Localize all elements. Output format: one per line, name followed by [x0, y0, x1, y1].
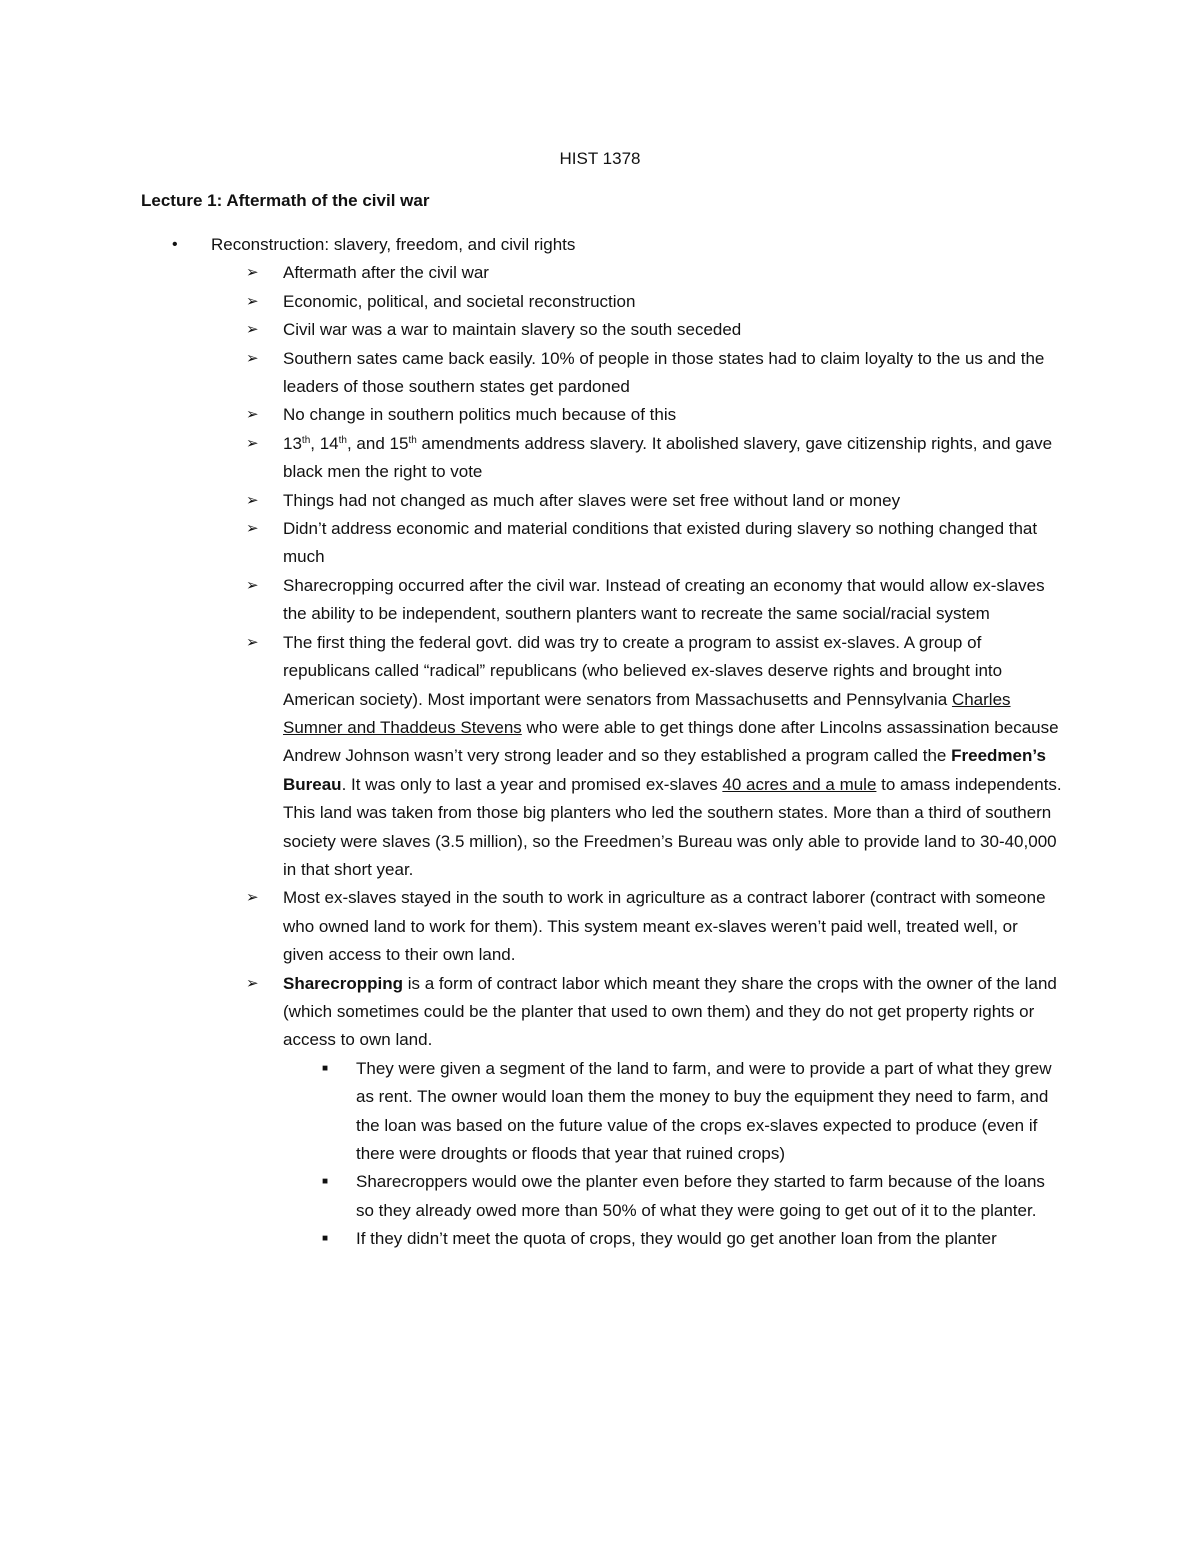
outline-point-sharecropping: [0, 970, 1063, 1055]
point-text: . It was only to last a year and promised ex-slaves: [341, 774, 723, 794]
arrow-bullet-icon: ➢: [246, 406, 259, 424]
point-text: Aftermath after the civil war: [283, 263, 489, 283]
outline-point: [0, 572, 1063, 629]
outline-point-amendments: [0, 430, 1063, 487]
subpoint-text: They were given a segment of the land to farm, and were to provide a part of what they grew as rent. The owner would loan them the money to buy the equipment they need to farm, and the loan was based on the future value of the crops ex-slaves expected to produce (even if there were droughts or floods that year that ruined crops): [356, 1058, 1052, 1163]
outline-point: [0, 884, 1063, 969]
outline-subpoint: [0, 1225, 1056, 1253]
point-text: The first thing the federal govt. did was try to create a program to assist ex-slaves. A group of republicans called “radical” republicans (who believed ex-slaves deserve rights and brought into American society). Most important were senators from Massachusetts and Pennsylvania: [283, 632, 1003, 709]
point-text: to amass independents. This land was taken from those big planters who led the southern states. More than a third of southern society were slaves (3.5 million), so the Freedmen’s Bureau was only able to provide land to 30-40,000 in that short year.: [283, 774, 1062, 879]
outline-point-freedmens-bureau: [0, 629, 1063, 885]
outline-point: [0, 345, 1063, 402]
ordinal-suffix: th: [408, 434, 417, 446]
point-text: Things had not changed as much after slaves were set free without land or money: [283, 490, 901, 510]
square-bullet-icon: ■: [322, 1233, 329, 1245]
point-text: Didn’t address economic and material conditions that existed during slavery so nothing changed that much: [283, 519, 1038, 567]
separator-text: , and: [346, 433, 390, 453]
arrow-bullet-icon: ➢: [246, 889, 259, 907]
lecture-outline: [0, 231, 1200, 1254]
arrow-bullet-icon: ➢: [246, 321, 259, 339]
arrow-bullet-icon: ➢: [246, 491, 259, 509]
outline-topic-reconstruction: [0, 231, 1051, 259]
arrow-bullet-icon: ➢: [246, 264, 259, 282]
point-text: who were able to get things done after Lincolns assassination because Andrew Johnson wasn’t very strong leader and so they established a program called the: [283, 717, 1059, 766]
senators-names: Charles Sumner and Thaddeus Stevens: [283, 689, 1011, 737]
arrow-bullet-icon: ➢: [246, 349, 259, 367]
topic-text: Reconstruction: slavery, freedom, and civil rights: [211, 235, 576, 254]
amendment-number: 13: [283, 433, 302, 453]
ordinal-suffix: th: [338, 434, 347, 446]
arrow-bullet-icon: ➢: [246, 434, 259, 452]
separator-text: ,: [310, 433, 320, 453]
subpoint-text: If they didn’t meet the quota of crops, they would go get another loan from the planter: [356, 1229, 997, 1249]
outline-subpoint: [0, 1055, 1056, 1169]
point-text: amendments address slavery. It abolished slavery, gave citizenship rights, and gave black men the right to vote: [283, 433, 1053, 482]
point-text: No change in southern politics much because of this: [283, 405, 677, 425]
disc-bullet-icon: •: [172, 236, 178, 253]
amendment-number: 14: [319, 433, 339, 453]
point-text: is a form of contract labor which meant they share the crops with the owner of the land (which sometimes could be the planter that used to own them) and they do not get property rights or access to own land.: [283, 973, 1057, 1050]
outline-point: [0, 259, 1063, 287]
arrow-bullet-icon: ➢: [246, 292, 259, 310]
square-bullet-icon: ■: [322, 1062, 329, 1074]
forty-acres-phrase: 40 acres and a mule: [722, 774, 877, 794]
arrow-bullet-icon: ➢: [246, 633, 259, 651]
ordinal-suffix: th: [301, 434, 311, 446]
sharecropping-term: Sharecropping: [283, 973, 403, 993]
square-bullet-icon: ■: [322, 1176, 329, 1188]
outline-subpoint: [0, 1168, 1056, 1225]
point-text: Most ex-slaves stayed in the south to work in agriculture as a contract laborer (contract with someone who owned land to work for them). This system meant ex-slaves weren’t paid well, treated well, or given access to their own land.: [283, 888, 1046, 965]
outline-point: [0, 316, 1063, 344]
point-text: Sharecropping occurred after the civil war. Instead of creating an economy that would allow ex-slaves the ability to be independent, southern planters want to recreate the same social/racial system: [283, 575, 1045, 624]
point-text: Civil war was a war to maintain slavery so the south seceded: [283, 320, 742, 340]
outline-point: [0, 288, 1063, 316]
subpoint-text: Sharecroppers would owe the planter even before they started to farm because of the loans so they already owed more than 50% of what they were going to get out of it to the planter.: [356, 1172, 1045, 1220]
outline-point: [0, 401, 1063, 429]
freedmens-bureau-term: Freedmen’s Bureau: [283, 746, 1046, 794]
arrow-bullet-icon: ➢: [246, 974, 259, 992]
outline-point: [0, 515, 1063, 572]
lecture-heading: Lecture 1: Aftermath of the civil war: [141, 191, 430, 210]
arrow-bullet-icon: ➢: [246, 576, 259, 594]
point-text: Southern sates came back easily. 10% of people in those states had to claim loyalty to the us and the leaders of those southern states get pardoned: [283, 348, 1045, 397]
course-title: HIST 1378: [559, 149, 641, 168]
point-text: Economic, political, and societal reconstruction: [283, 291, 636, 311]
amendment-number: 15: [389, 433, 409, 453]
arrow-bullet-icon: ➢: [246, 520, 259, 538]
outline-point: [0, 487, 1063, 515]
